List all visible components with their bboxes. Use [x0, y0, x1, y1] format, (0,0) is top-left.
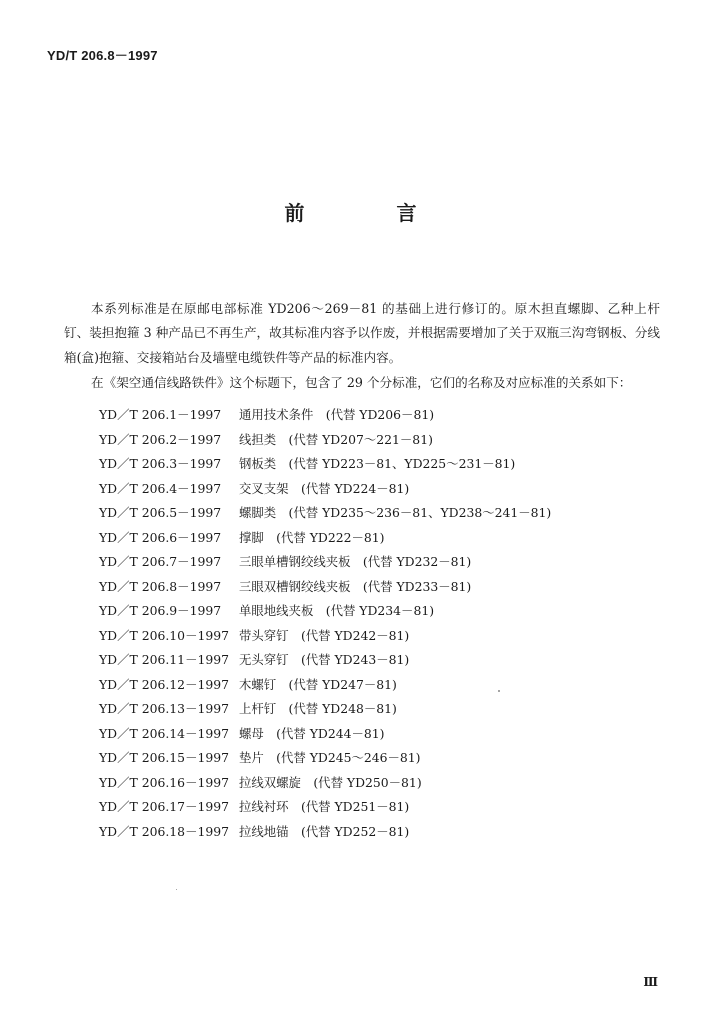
standard-name: 上杆钉 (代替 YD248－81)	[239, 701, 397, 716]
intro-paragraph: 本系列标准是在原邮电部标准 YD206～269－81 的基础上进行修订的。原木担直螺脚、乙种上杆钉、装担抱箍 3 种产品已不再生产，故其标准内容予以作废，并根据需要增加了关于双瓶三沟弯钢板、分线箱(盒)抱箍、交接箱站台及墙壁电缆铁件等产品的标准内容。	[64, 300, 660, 365]
standard-code: YD／T 206.2－1997	[99, 431, 222, 447]
standard-code: YD／T 206.4－1997	[99, 480, 222, 496]
list-item	[99, 722, 551, 747]
standard-name: 木螺钉 (代替 YD247－81)	[239, 676, 397, 692]
standard-name: 螺母 (代替 YD244－81)	[239, 725, 385, 741]
standard-code: YD／T 206.7－1997	[99, 554, 222, 569]
standard-name: 无头穿钉 (代替 YD243－81)	[239, 652, 410, 667]
list-item	[99, 526, 551, 551]
list-item	[99, 599, 551, 624]
standard-name: 单眼地线夹板 (代替 YD234－81)	[239, 603, 435, 618]
list-item	[99, 746, 551, 771]
standard-name: 带头穿钉 (代替 YD242－81)	[239, 627, 410, 643]
standard-code: YD／T 206.8－1997	[99, 578, 222, 594]
title-char-2: 言	[396, 201, 417, 225]
standard-name: 通用技术条件 (代替 YD206－81)	[239, 407, 435, 422]
list-item	[99, 673, 551, 698]
list-item	[99, 795, 551, 820]
standard-code: YD／T 206.18－1997	[99, 823, 229, 839]
list-item	[99, 550, 551, 575]
standard-code: YD／T 206.12－1997	[99, 676, 229, 692]
list-item	[99, 403, 551, 428]
list-item	[99, 452, 551, 477]
list-item	[99, 771, 551, 796]
standard-code: YD／T 206.15－1997	[99, 750, 229, 765]
standard-code: YD／T 206.6－1997	[99, 529, 222, 545]
scan-speck	[176, 889, 177, 890]
standard-code: YD／T 206.14－1997	[99, 725, 229, 741]
standard-code: YD／T 206.11－1997	[99, 652, 229, 667]
standard-code: YD／T 206.3－1997	[99, 456, 222, 471]
standard-name: 钢板类 (代替 YD223－81、YD225～231－81)	[239, 456, 516, 471]
standard-name: 螺脚类 (代替 YD235～236－81、YD238～241－81)	[239, 505, 552, 520]
page-title	[0, 197, 701, 226]
standard-code: YD／T 206.13－1997	[99, 701, 229, 716]
standard-code: YD／T 206.10－1997	[99, 627, 229, 643]
list-item	[99, 575, 551, 600]
standard-name: 拉线地锚 (代替 YD252－81)	[239, 823, 410, 839]
page-number: Ⅲ	[643, 975, 658, 989]
list-item	[99, 501, 551, 526]
list-item	[99, 428, 551, 453]
standard-number-header: YD/T 206.8－1997	[47, 48, 158, 63]
standard-code: YD／T 206.5－1997	[99, 505, 222, 520]
standard-name: 交叉支架 (代替 YD224－81)	[239, 480, 410, 496]
standards-list	[99, 403, 551, 844]
standard-code: YD／T 206.9－1997	[99, 603, 222, 618]
standard-name: 垫片 (代替 YD245～246－81)	[239, 750, 421, 765]
standard-name: 撑脚 (代替 YD222－81)	[239, 529, 385, 545]
standard-name: 拉线双螺旋 (代替 YD250－81)	[239, 774, 422, 790]
standard-name: 三眼单槽钢绞线夹板 (代替 YD232－81)	[239, 554, 472, 569]
list-item	[99, 648, 551, 673]
list-intro-paragraph: 在《架空通信线路铁件》这个标题下，包含了 29 个分标准，它们的名称及对应标准的关系如下：	[91, 374, 632, 390]
list-item	[99, 624, 551, 649]
list-item	[99, 477, 551, 502]
standard-name: 三眼双槽钢绞线夹板 (代替 YD233－81)	[239, 578, 472, 594]
standard-name: 线担类 (代替 YD207～221－81)	[239, 431, 433, 447]
list-item	[99, 697, 551, 722]
standard-code: YD／T 206.16－1997	[99, 774, 229, 790]
standard-code: YD／T 206.1－1997	[99, 407, 222, 422]
title-char-1: 前	[284, 201, 305, 225]
standard-name: 拉线衬环 (代替 YD251－81)	[239, 799, 410, 814]
list-item	[99, 820, 551, 845]
scan-speck	[498, 690, 500, 692]
standard-code: YD／T 206.17－1997	[99, 799, 229, 814]
